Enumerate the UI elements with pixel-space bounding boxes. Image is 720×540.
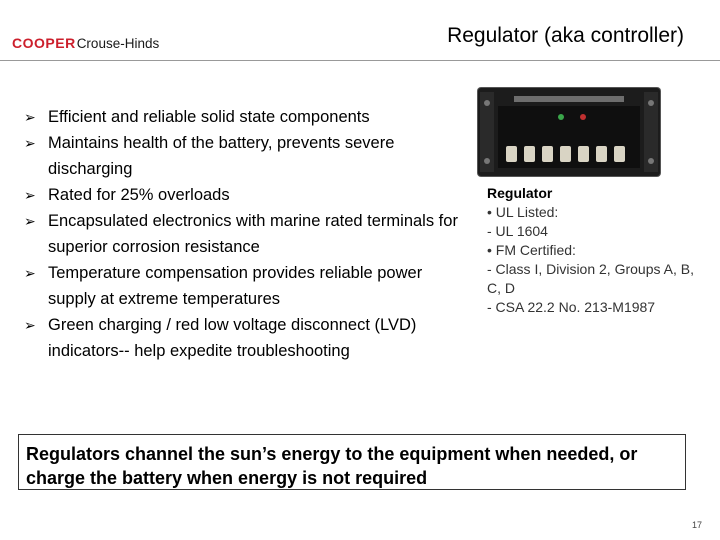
mounting-hole — [648, 100, 654, 106]
logo-brand: COOPER — [12, 35, 76, 51]
mounting-tab — [480, 92, 494, 172]
terminal-block — [560, 146, 571, 162]
regulator-certifications — [487, 184, 702, 317]
list-item-text: Efficient and reliable solid state components — [48, 108, 370, 126]
terminal-block — [542, 146, 553, 162]
list-item — [24, 182, 464, 208]
regulator-heading: Regulator — [487, 185, 553, 201]
list-item — [24, 104, 464, 130]
arrow-bullet-icon: ➢ — [24, 317, 36, 333]
list-item-text: Temperature compensation provides reliable power supply at extreme temperatures — [48, 264, 423, 308]
device-face-panel — [498, 106, 640, 168]
certification-line: - CSA 22.2 No. 213-M1987 — [487, 299, 656, 315]
list-item-text: Green charging / red low voltage disconnect (LVD) indicators-- help expedite troubleshooting — [48, 316, 417, 360]
list-item — [24, 260, 464, 312]
mounting-hole — [484, 100, 490, 106]
terminal-block — [506, 146, 517, 162]
arrow-bullet-icon: ➢ — [24, 109, 36, 125]
list-item-text: Maintains health of the battery, prevents severe discharging — [48, 134, 395, 178]
arrow-bullet-icon: ➢ — [24, 135, 36, 151]
certification-line: • UL Listed: — [487, 204, 559, 220]
terminal-block — [596, 146, 607, 162]
list-item — [24, 130, 464, 182]
arrow-bullet-icon: ➢ — [24, 213, 36, 229]
mounting-hole — [648, 158, 654, 164]
list-item-text: Rated for 25% overloads — [48, 186, 230, 204]
certification-line: • FM Certified: — [487, 242, 576, 258]
list-item — [24, 312, 464, 364]
terminal-block — [614, 146, 625, 162]
arrow-bullet-icon: ➢ — [24, 187, 36, 203]
summary-callout: Regulators channel the sun’s energy to the equipment when needed, or charge the battery when energy is not required — [18, 434, 686, 490]
lvd-led-icon — [580, 114, 586, 120]
charge-controller-image — [478, 88, 660, 176]
logo-division: Crouse-Hinds — [76, 36, 160, 51]
certification-line: - UL 1604 — [487, 223, 548, 239]
certification-line: - Class I, Division 2, Groups A, B, C, D — [487, 261, 694, 296]
feature-list — [24, 104, 464, 364]
list-item — [24, 208, 464, 260]
slide-title: Regulator (aka controller) — [447, 24, 684, 47]
list-item-text: Encapsulated electronics with marine rated terminals for superior corrosion resistance — [48, 212, 458, 256]
terminal-block — [524, 146, 535, 162]
arrow-bullet-icon: ➢ — [24, 265, 36, 281]
company-logo — [12, 35, 159, 51]
terminal-block — [578, 146, 589, 162]
device-label-strip — [514, 96, 624, 102]
mounting-hole — [484, 158, 490, 164]
page-number: 17 — [691, 520, 702, 530]
mounting-tab — [644, 92, 658, 172]
header-divider — [0, 60, 720, 61]
charging-led-icon — [558, 114, 564, 120]
